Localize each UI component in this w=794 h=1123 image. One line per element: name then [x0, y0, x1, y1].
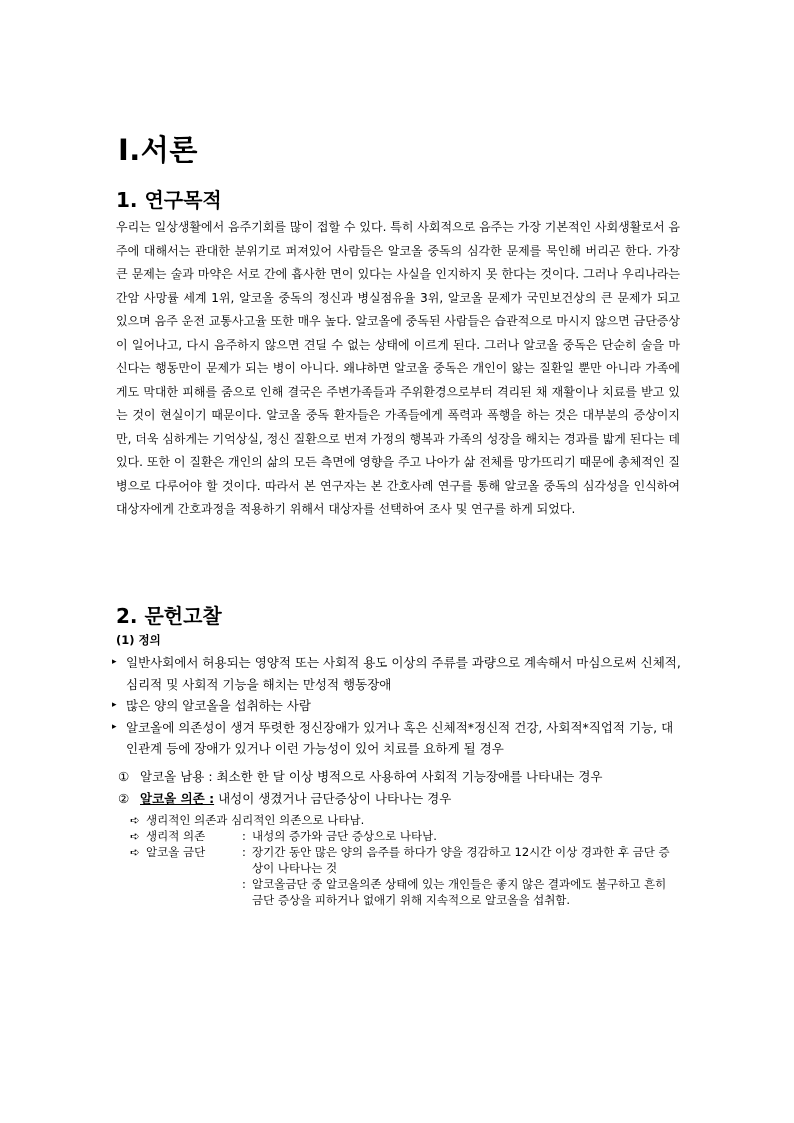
arrow-text: 생리적인 의존과 심리적인 의존으로 나타남. [146, 813, 365, 827]
numbered-definition-list [118, 766, 688, 810]
colon-separator: : [242, 845, 246, 859]
term-definition: 최소한 한 달 이상 병적으로 사용하여 사회적 기능장애를 나타내는 경우 [216, 769, 603, 784]
list-item [130, 876, 675, 908]
arrow-text: 장기간 동안 많은 양의 음주를 하다가 양을 경감하고 12시간 이상 경과한 후 금단 증상이 나타나는 것 [252, 845, 670, 875]
triangle-bullet-icon: ▸ [112, 700, 117, 710]
bullet-text: 알코올에 의존성이 생겨 뚜렷한 정신장애가 있거나 혹은 신체적*정신적 건강, 사회적*직업적 기능, 대인관계 등에 장애가 있거나 이런 가능성이 있어 치료를 요하게 될 경우 [126, 719, 674, 756]
definition-bullet-list [112, 652, 684, 760]
section-heading-literature: 2. 문헌고찰 [116, 604, 222, 628]
triangle-bullet-icon: ▸ [112, 657, 117, 667]
term-definition: 내성이 생겼거나 금단증상이 나타나는 경우 [218, 791, 452, 806]
triangle-bullet-icon: ▸ [112, 721, 117, 732]
arrow-right-icon: ➪ [130, 845, 140, 859]
list-item [130, 828, 675, 844]
list-item [112, 717, 684, 760]
sub-heading-definition: (1) 정의 [116, 633, 161, 647]
list-item [130, 812, 675, 828]
arrow-text: 알코올금단 중 알코올의존 상태에 있는 개인들은 좋지 않은 결과에도 불구하고 흔히 금단 증상을 피하거나 없애기 위해 지속적으로 알코올을 섭취함. [252, 877, 667, 907]
circled-number-2: ② [118, 791, 130, 806]
bullet-text: 일반사회에서 허용되는 영양적 또는 사회적 용도 이상의 주류를 과량으로 계속해서 마심으로써 신체적, 심리적 및 사회적 기능을 해치는 만성적 행동장애 [126, 655, 681, 692]
term-label: 알코올 의존 : [140, 791, 215, 806]
arrow-label: 생리적 의존 [146, 829, 206, 843]
purpose-paragraph: 우리는 일상생활에서 음주기회를 많이 접할 수 있다. 특히 사회적으로 음주는 가장 기본적인 사회생활로서 음주에 대해서는 관대한 분위기로 퍼져있어 사람들은 알코올 중독의 심각한 문제를 묵인해 버리곤 한다. 가장 큰 문제는 술과 마약은 서로 간에 흡사한 면이 있다는 사실을 인지하지 못 한다는 것이다. 그러나 우리나라는 간암 사망률 세계 1위, 알코올 중독의 정신과 병실점유율 3위, 알코올 문제가 국민보건상의 큰 문제가 되고 있으며 음주 운전 교통사고율 또한 매우 높다. 알코올에 중독된 사람들은 습관적으로 마시지 않으면 금단증상이 일어나고, 다시 음주하지 않으면 견딜 수 없는 상태에 이르게 된다. 그러나 알코올 중독은 단순히 술을 마신다는 행동만이 문제가 되는 병이 아니다. 왜냐하면 알코올 중독은 개인이 앓는 질환일 뿐만 아니라 가족에게도 막대한 피해를 줌으로 인해 결국은 주변가족들과 주위환경으로부터 격리된 채 재활이나 치료를 받고 있는 것이 현실이기 때문이다. 알코올 중독 환자들은 가족들에게 폭력과 폭행을 하는 것은 대부분의 증상이지만, 더욱 심하게는 기억상실, 정신 질환으로 번져 가정의 행복과 가족의 성장을 해치는 경과를 밟게 된다는 데 있다. 또한 이 질환은 개인의 삶의 모든 측면에 영향을 주고 나아가 삶 전체를 망가뜨리기 때문에 총체적인 질병으로 다루어야 할 것이다. 따라서 본 연구자는 본 간호사례 연구를 통해 알코올 중독의 심각성을 인식하여 대상자에게 간호과정을 적용하기 위해서 대상자를 선택하여 조사 및 연구를 하게 되었다. [116, 220, 680, 516]
bullet-text: 많은 양의 알코올을 섭취하는 사람 [126, 698, 311, 713]
term-label: 알코올 남용 : [140, 769, 213, 784]
circled-number-1: ① [118, 769, 130, 784]
colon-separator: : [242, 877, 246, 891]
arrow-right-icon: ➪ [130, 813, 140, 827]
arrow-text: 내성의 증가와 금단 증상으로 나타남. [252, 829, 437, 843]
list-item [112, 652, 684, 695]
dependence-detail-list [130, 812, 675, 908]
page-title: Ⅰ.서론 [118, 133, 198, 167]
section-heading-purpose: 1. 연구목적 [116, 188, 222, 212]
list-item [118, 766, 688, 788]
arrow-right-icon: ➪ [130, 829, 140, 843]
list-item [118, 788, 688, 810]
colon-separator: : [242, 829, 246, 843]
list-item [130, 844, 675, 876]
list-item [112, 695, 684, 717]
arrow-label: 알코올 금단 [146, 845, 206, 859]
